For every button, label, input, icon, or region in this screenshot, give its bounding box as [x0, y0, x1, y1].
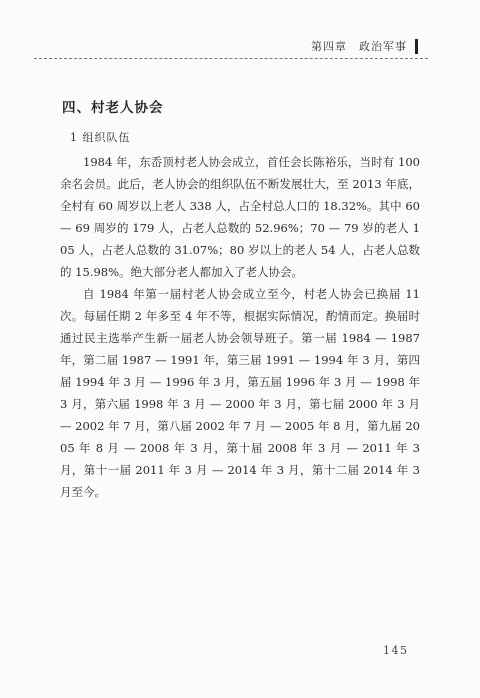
page-number: 145 [383, 644, 409, 657]
header-dashed-rule [34, 58, 428, 59]
body-text [60, 151, 420, 503]
paragraph-terms: 自 1984 年第一届村老人协会成立至今，村老人协会已换届 11 次。每届任期 2 年多至 4 年不等，根据实际情况，酌情而定。换届时通过民主选举产生新一届老人协会领导班子。第一届 1984 — 1987 年，第二届 1987 — 1991 年，第三届 1991 — 1994 年 3 月，第四届 1994 年 3 月 — 1996 年 3 月，第五届 1996 年 3 月 — 1998 年 3 月，第六届 1998 年 3 月 — 2000 年 3 月，第七届 2000 年 3 月 — 2002 年 7 月，第八届 2002 年 7 月 — 2005 年 8 月，第九届 2005 年 8 月 — 2008 年 3 月，第十届 2008 年 3 月 — 2011 年 3 月，第十一届 2011 年 3 月 — 2014 年 3 月，第十二届 2014 年 3 月至今。 [60, 287, 420, 499]
running-header [311, 38, 418, 54]
subsection-title: 1 组织队伍 [70, 131, 131, 144]
chapter-label: 第四章 政治军事 [311, 40, 407, 53]
section-title: 四、村老人协会 [62, 100, 164, 116]
paragraph-membership: 1984 年，东岙顶村老人协会成立，首任会长陈裕乐，当时有 100 余名会员。此后，老人协会的组织队伍不断发展壮大，至 2013 年底，全村有 60 周岁以上老人 338 人，占全村总人口的 18.32%。其中 60 — 69 周岁的 179 人，占老人总数的 52.96%；70 — 79 岁的老人 105 人，占老人总数的 31.07%；80 岁以上的老人 54 人，占老人总数的 15.98%。绝大部分老人都加入了老人协会。 [60, 155, 420, 279]
header-bar-mark [415, 39, 418, 54]
